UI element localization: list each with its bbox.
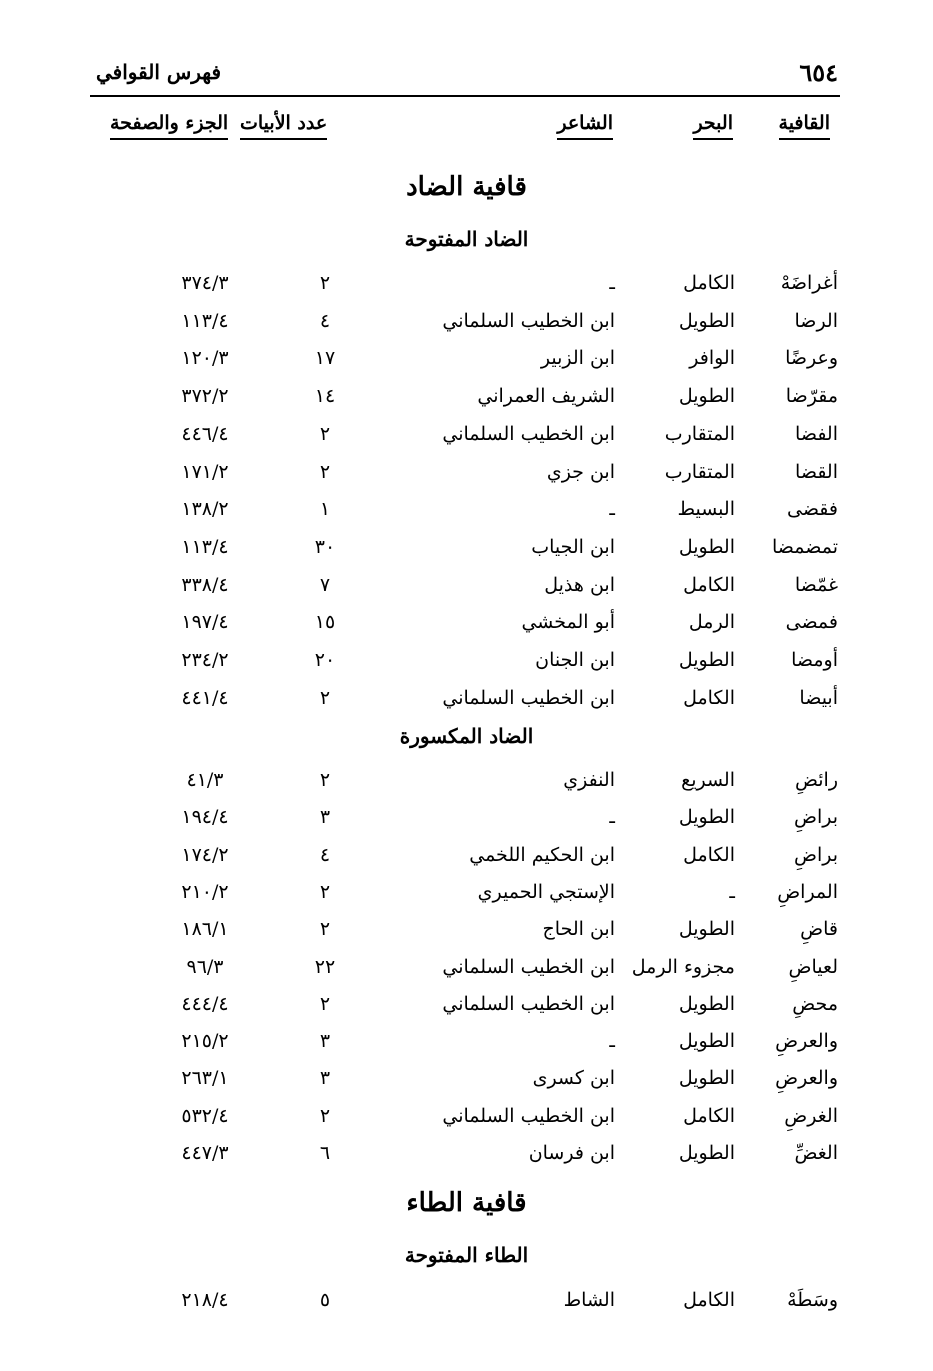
cell-ref: ٣٧٤/٣ [181, 272, 229, 294]
cell-poet: ابن هذيل [544, 574, 615, 596]
cell-rhyme: وسَطَهْ [787, 1289, 838, 1311]
cell-count: ٤ [319, 310, 331, 332]
table-row [0, 605, 933, 639]
section-title-dad: قافية الضاد [406, 172, 527, 202]
cell-rhyme: مقرّضا [785, 385, 838, 407]
cell-poet: ابن جزي [546, 461, 615, 483]
column-headers [0, 112, 933, 152]
cell-ref: ٢١٠/٢ [181, 881, 229, 903]
cell-poet: ابن الخطيب السلماني [442, 687, 615, 709]
cell-meter: الطويل [678, 649, 735, 671]
cell-ref: ٢٦٣/١ [181, 1067, 229, 1089]
cell-meter: الطويل [678, 536, 735, 558]
subsection-title-taa-fatha: الطاء المفتوحة [404, 1243, 529, 1267]
cell-poet: ابن الزبير [540, 347, 615, 369]
cell-count: ٢ [319, 769, 331, 791]
table-row [0, 1099, 933, 1133]
cell-ref: ٩٦/٣ [186, 956, 224, 978]
cell-meter: الطويل [678, 1067, 735, 1089]
cell-rhyme: أومضا [791, 649, 838, 671]
cell-count: ٢ [319, 881, 331, 903]
cell-ref: ١٩٤/٤ [181, 806, 229, 828]
cell-poet: الشريف العمراني [477, 385, 615, 407]
cell-rhyme: غمّضا [794, 574, 838, 596]
cell-poet: النفزي [563, 769, 615, 791]
cell-meter: مجزوء الرمل [631, 956, 735, 978]
cell-poet: ابن الخطيب السلماني [442, 310, 615, 332]
cell-ref: ١١٣/٤ [181, 310, 229, 332]
table-row [0, 1136, 933, 1170]
cell-rhyme: الغضِّ [794, 1142, 838, 1164]
table-row [0, 875, 933, 909]
cell-count: ٢٢ [314, 956, 336, 978]
cell-meter: الطويل [678, 806, 735, 828]
cell-poet: ـ [609, 272, 615, 294]
cell-ref: ٢٣٤/٢ [181, 649, 229, 671]
cell-meter: الرمل [688, 611, 735, 633]
cell-count: ٢ [319, 1105, 331, 1127]
cell-ref: ٤٤٧/٣ [181, 1142, 229, 1164]
cell-count: ٢ [319, 918, 331, 940]
cell-ref: ٣٣٨/٤ [181, 574, 229, 596]
cell-ref: ١٢٠/٣ [181, 347, 229, 369]
cell-ref: ١٨٦/١ [181, 918, 229, 940]
cell-rhyme: محضِ [792, 993, 838, 1015]
cell-meter: الكامل [683, 1289, 735, 1311]
cell-poet: ابن الحاج [542, 918, 615, 940]
cell-meter: ـ [729, 881, 735, 903]
cell-ref: ١٩٧/٤ [181, 611, 229, 633]
cell-ref: ٤١/٣ [186, 769, 224, 791]
cell-count: ١٤ [314, 385, 336, 407]
cell-ref: ٤٤١/٤ [181, 687, 229, 709]
table-row [0, 417, 933, 451]
cell-meter: الكامل [683, 574, 735, 596]
cell-count: ٢ [319, 423, 331, 445]
table-row [0, 266, 933, 300]
cell-ref: ٤٤٦/٤ [181, 423, 229, 445]
cell-poet: ابن الحكيم اللخمي [469, 844, 615, 866]
cell-rhyme: الفضا [795, 423, 838, 445]
cell-poet: الإستجي الحميري [477, 881, 615, 903]
subsection-title-dad-fatha: الضاد المفتوحة [404, 227, 529, 251]
cell-meter: السريع [681, 769, 735, 791]
cell-rhyme: وعرضًا [785, 347, 838, 369]
table-row [0, 643, 933, 677]
column-header-poet: الشاعر [557, 112, 613, 140]
cell-ref: ٤٤٤/٤ [181, 993, 229, 1015]
cell-meter: المتقارب [664, 423, 735, 445]
cell-rhyme: المراضِ [777, 881, 838, 903]
table-row [0, 304, 933, 338]
cell-ref: ٥٣٢/٤ [181, 1105, 229, 1127]
running-title: فهرس القوافي [96, 60, 222, 84]
cell-rhyme: لعياضِ [788, 956, 838, 978]
cell-rhyme: الغرضِ [784, 1105, 838, 1127]
table-row [0, 1024, 933, 1058]
cell-rhyme: فمضى [785, 611, 838, 633]
cell-count: ٣ [319, 1067, 331, 1089]
cell-ref: ١١٣/٤ [181, 536, 229, 558]
cell-meter: الطويل [678, 1142, 735, 1164]
cell-count: ١ [319, 498, 331, 520]
table-row [0, 379, 933, 413]
cell-count: ٢٠ [314, 649, 336, 671]
cell-rhyme: والعرضِ [775, 1067, 838, 1089]
page-header [90, 58, 840, 94]
cell-meter: الكامل [683, 844, 735, 866]
cell-count: ٢ [319, 687, 331, 709]
cell-rhyme: أغراضَهْ [780, 272, 838, 294]
cell-rhyme: فقضى [786, 498, 838, 520]
cell-poet: ـ [609, 1030, 615, 1052]
cell-count: ٢ [319, 993, 331, 1015]
column-header-meter: البحر [693, 112, 733, 140]
cell-poet: الشاط [563, 1289, 615, 1311]
cell-rhyme: الرضا [794, 310, 838, 332]
table-row [0, 681, 933, 715]
cell-poet: ابن الخطيب السلماني [442, 956, 615, 978]
cell-ref: ٢١٥/٢ [181, 1030, 229, 1052]
header-rule [90, 95, 840, 97]
cell-count: ٦ [319, 1142, 331, 1164]
cell-count: ٣ [319, 1030, 331, 1052]
cell-ref: ١٧١/٢ [181, 461, 229, 483]
table-row [0, 800, 933, 834]
cell-ref: ١٧٤/٢ [181, 844, 229, 866]
table-row [0, 838, 933, 872]
cell-meter: البسيط [677, 498, 735, 520]
cell-poet: ابن فرسان [528, 1142, 615, 1164]
cell-poet: ابن الخطيب السلماني [442, 423, 615, 445]
cell-count: ٣٠ [314, 536, 336, 558]
cell-meter: الطويل [678, 310, 735, 332]
cell-ref: ١٣٨/٢ [181, 498, 229, 520]
cell-meter: الطويل [678, 1030, 735, 1052]
cell-rhyme: تمضمضا [772, 536, 838, 558]
table-row [0, 455, 933, 489]
cell-rhyme: أبيضا [799, 687, 838, 709]
cell-meter: الطويل [678, 385, 735, 407]
section-title-taa: قافية الطاء [406, 1188, 527, 1218]
cell-poet: ابن كسرى [532, 1067, 615, 1089]
cell-meter: الطويل [678, 993, 735, 1015]
cell-meter: الكامل [683, 272, 735, 294]
cell-meter: الطويل [678, 918, 735, 940]
cell-meter: الكامل [683, 1105, 735, 1127]
cell-meter: المتقارب [664, 461, 735, 483]
table-row [0, 1061, 933, 1095]
cell-rhyme: براضِ [793, 844, 838, 866]
cell-count: ١٧ [314, 347, 336, 369]
cell-poet: ابن الجياب [531, 536, 615, 558]
cell-count: ٤ [319, 844, 331, 866]
cell-meter: الكامل [683, 687, 735, 709]
cell-rhyme: والعرضِ [775, 1030, 838, 1052]
cell-poet: ـ [609, 498, 615, 520]
cell-ref: ٢١٨/٤ [181, 1289, 229, 1311]
cell-count: ٣ [319, 806, 331, 828]
cell-count: ٢ [319, 272, 331, 294]
cell-poet: أبو المخشي [521, 611, 615, 633]
cell-count: ٧ [319, 574, 331, 596]
column-header-ref: الجزء والصفحة [110, 112, 228, 140]
cell-poet: ابن الجنان [535, 649, 615, 671]
table-row [0, 492, 933, 526]
table-row [0, 1283, 933, 1317]
table-row [0, 568, 933, 602]
cell-rhyme: القضا [795, 461, 838, 483]
table-row [0, 763, 933, 797]
cell-poet: ابن الخطيب السلماني [442, 1105, 615, 1127]
cell-rhyme: قاضِ [800, 918, 838, 940]
cell-meter: الوافر [689, 347, 735, 369]
subsection-title-dad-kasra: الضاد المكسورة [399, 724, 534, 748]
table-row [0, 987, 933, 1021]
table-row [0, 950, 933, 984]
column-header-rhyme: القافية [779, 112, 830, 140]
column-header-count: عدد الأبيات [240, 112, 327, 140]
cell-rhyme: براضِ [793, 806, 838, 828]
cell-count: ٢ [319, 461, 331, 483]
table-row [0, 341, 933, 375]
table-row [0, 530, 933, 564]
cell-poet: ابن الخطيب السلماني [442, 993, 615, 1015]
cell-count: ٥ [319, 1289, 331, 1311]
page-number: ٦٥٤ [799, 58, 838, 87]
cell-count: ١٥ [314, 611, 336, 633]
table-row [0, 912, 933, 946]
cell-ref: ٣٧٢/٢ [181, 385, 229, 407]
cell-poet: ـ [609, 806, 615, 828]
cell-rhyme: رائضِ [794, 769, 838, 791]
